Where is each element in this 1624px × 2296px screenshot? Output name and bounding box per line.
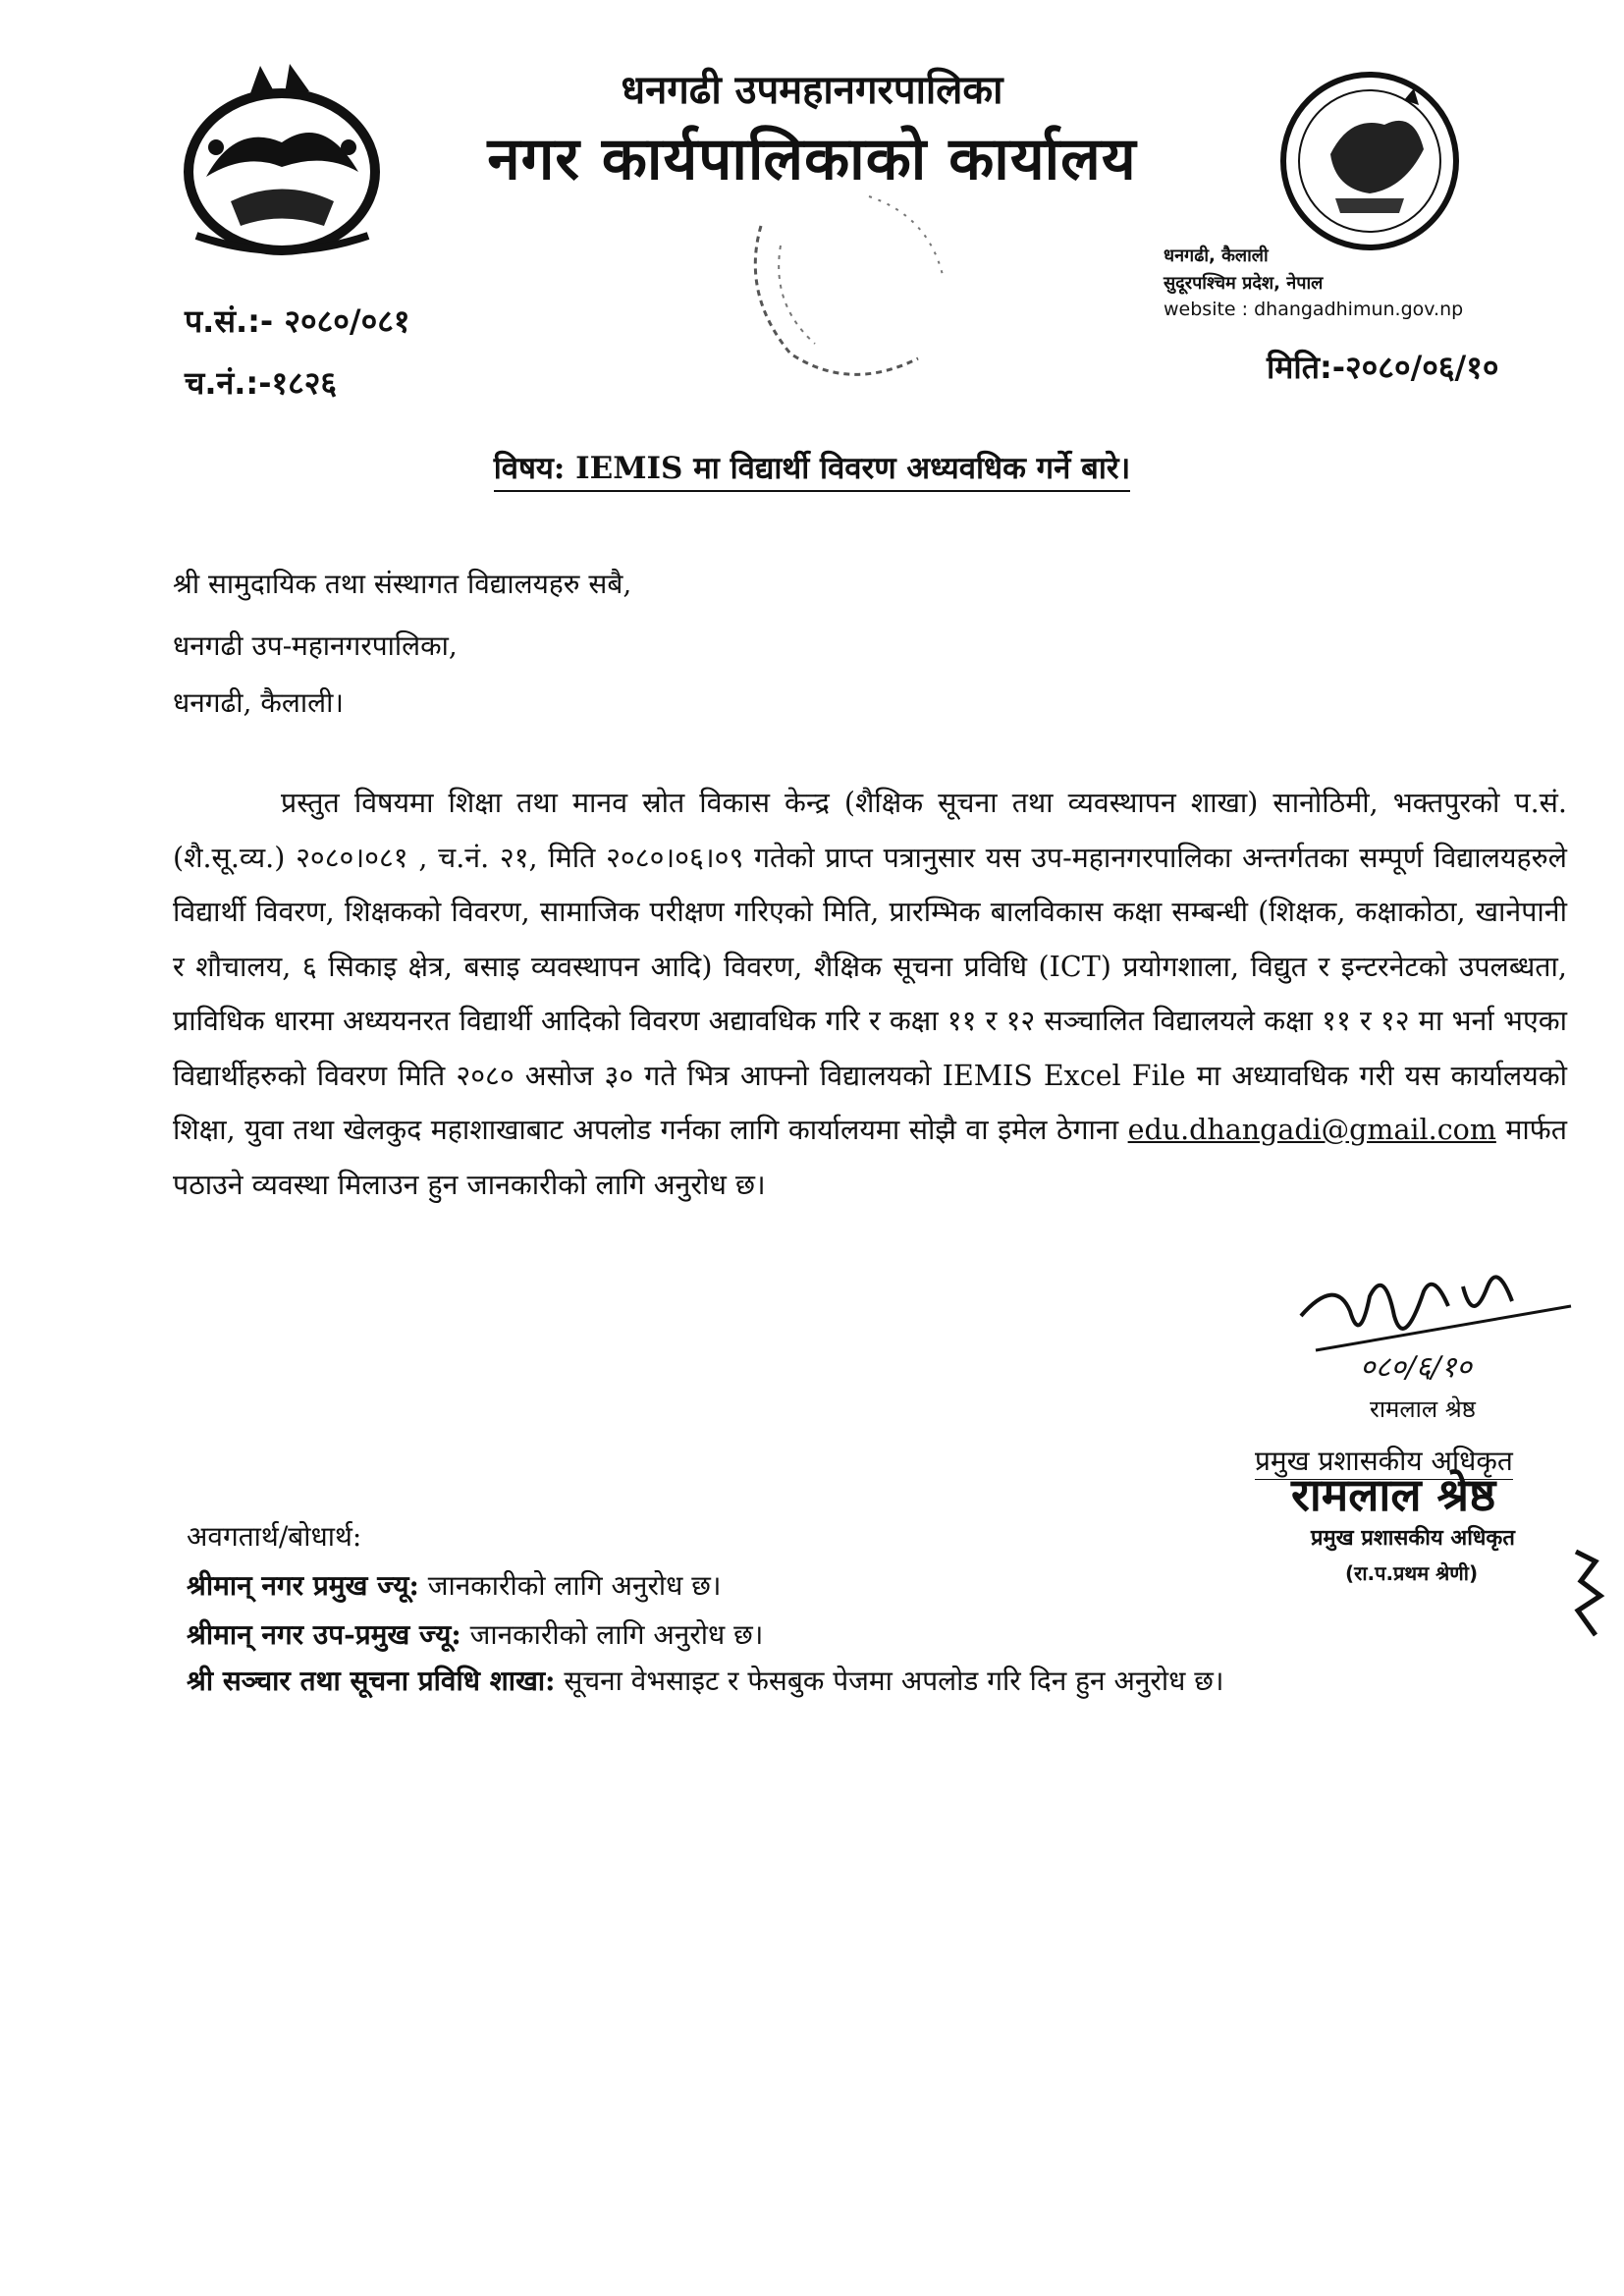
cc-recipient: श्रीमान् नगर प्रमुख ज्यू:	[187, 1569, 419, 1602]
subject-line	[0, 447, 1624, 488]
subject-text: विषय: IEMIS मा विद्यार्थी विवरण अध्यवधिक गर्ने बारे।	[494, 451, 1131, 492]
address-line: धनगढी, कैलाली	[1164, 246, 1269, 266]
signature-date: ०८०/६/१०	[1360, 1350, 1472, 1385]
letter-date: मिति:-२०८०/०६/१०	[1267, 349, 1499, 386]
dispatch-number: च.नं.:-१८२६	[185, 364, 338, 402]
office-name: नगर कार्यपालिकाको कार्यालय	[487, 125, 1137, 193]
recipient-line: श्री सामुदायिक तथा संस्थागत विद्यालयहरु सबै,	[173, 568, 632, 600]
stamp-title: प्रमुख प्रशासकीय अधिकृत	[1311, 1526, 1515, 1551]
recipient-line: धनगढी उप-महानगरपालिका,	[173, 629, 458, 662]
email-link[interactable]: edu.dhangadi@gmail.com	[1127, 1114, 1496, 1146]
cc-recipient: श्री सञ्चार तथा सूचना प्रविधि शाखा:	[187, 1665, 556, 1697]
cc-item	[187, 1566, 722, 1604]
province-line: सुदूरपश्चिम प्रदेश, नेपाल	[1164, 273, 1324, 294]
cc-recipient: श्रीमान् नगर उप-प्रमुख ज्यू:	[187, 1618, 461, 1651]
scan-mark-icon	[1566, 1542, 1610, 1650]
website-line: website : dhangadhimun.gov.np	[1164, 299, 1464, 320]
cc-heading: अवगतार्थ/बोधार्थ:	[187, 1520, 362, 1553]
letter-body	[173, 776, 1567, 1212]
cc-item	[187, 1662, 1223, 1699]
body-text: प्रस्तुत विषयमा शिक्षा तथा मानव स्रोत विकास केन्द्र (शैक्षिक सूचना तथा व्यवस्थापन शाखा) सानोठिमी, भक्तपुरको प.सं. (शै.सू.व्य.) २०८०।०८१ , च.नं. २१, मिति २०८०।०६।०९ गतेको प्राप्त पत्रानुसार यस उप-महानगरपालिका अन्तर्गतका सम्पूर्ण विद्यालयहरुले विद्यार्थी विवरण, शिक्षकको विवरण, सामाजिक परीक्षण गरिएको मिति, प्रारम्भिक बालविकास कक्षा सम्बन्धी (शिक्षक, कक्षाकोठा, खानेपानी र शौचालय, ६ सिकाइ क्षेत्र, बसाइ व्यवस्थापन आदि) विवरण, शैक्षिक सूचना प्रविधि (ICT) प्रयोगशाला, विद्युत र इन्टरनेटको उपलब्धता, प्राविधिक धारमा अध्ययनरत विद्यार्थी आदिको विवरण अद्यावधिक गरि र कक्षा ११ र १२ सञ्चालित विद्यालयले कक्षा ११ र १२ मा भर्ना भएका विद्यार्थीहरुको विवरण मिति २०८० असोज ३० गते भित्र आफ्नो विद्यालयको IEMIS Excel File मा अध्यावधिक गरी यस कार्यालयको शिक्षा, युवा तथा खेलकुद महाशाखाबाट अपलोड गर्नका लागि कार्यालयमा सोझै वा इमेल ठेगाना	[173, 787, 1567, 1146]
office-stamp-icon	[722, 187, 977, 393]
letter-reference-number: प.सं.:- २०८०/०८१	[185, 302, 410, 340]
stamp-grade: (रा.प.प्रथम श्रेणी)	[1345, 1561, 1479, 1585]
cc-note: सूचना वेभसाइट र फेसबुक पेजमा अपलोड गरि दिन हुन अनुरोध छ।	[564, 1665, 1224, 1697]
body-text-end: मार्फत पठाउने व्यवस्था मिलाउन हुन जानकारीको लागि अनुरोध छ।	[173, 1114, 1567, 1201]
org-name: धनगढी उपमहानगरपालिका	[621, 68, 1003, 113]
recipient-line: धनगढी, कैलाली।	[173, 686, 344, 719]
cc-note: जानकारीको लागि अनुरोध छ।	[427, 1569, 722, 1602]
stamp-name: रामलाल श्रेष्ठ	[1291, 1468, 1496, 1521]
cc-item	[187, 1615, 763, 1653]
signatory-name: रामलाल श्रेष्ठ	[1370, 1395, 1476, 1423]
cc-note: जानकारीको लागि अनुरोध छ।	[469, 1618, 764, 1651]
signatory-title: प्रमुख प्रशासकीय अधिकृत	[1255, 1442, 1513, 1480]
